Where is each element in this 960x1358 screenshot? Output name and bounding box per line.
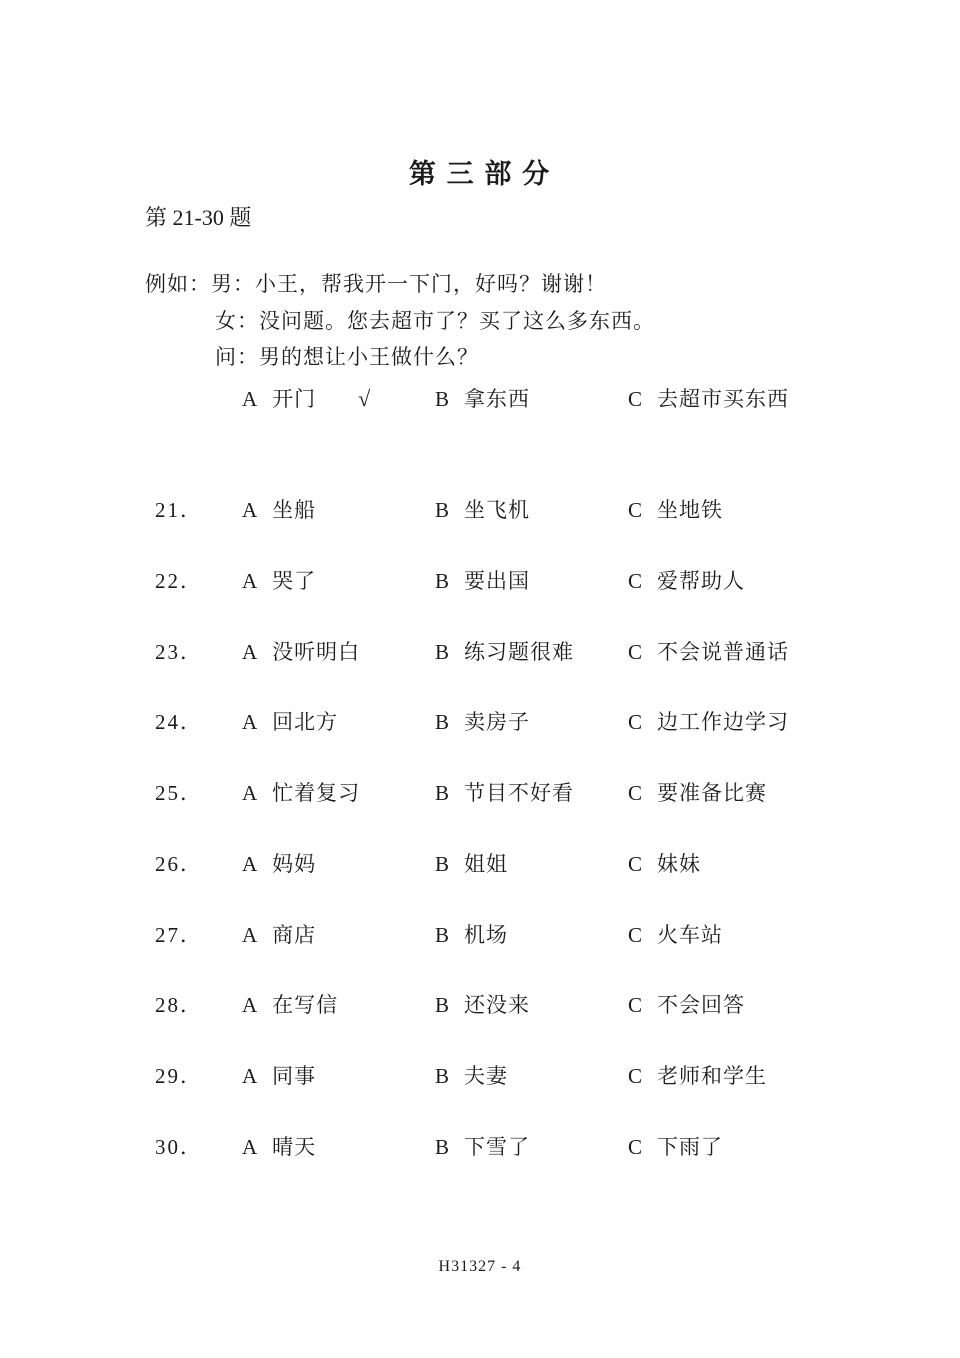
option-letter: C	[628, 710, 644, 734]
option-text: 练习题很难	[464, 640, 575, 664]
question-21-option-b	[435, 494, 530, 524]
option-letter: B	[435, 923, 451, 947]
option-letter: C	[628, 1064, 644, 1088]
page-title: 第 三 部 分	[408, 159, 552, 189]
question-29-option-b	[435, 1060, 508, 1090]
question-21-option-a	[242, 494, 316, 524]
question-22-option-b	[435, 565, 530, 595]
option-letter: A	[242, 569, 259, 593]
option-letter: B	[435, 1064, 451, 1088]
question-23-option-a	[242, 636, 360, 666]
question-29-option-a	[242, 1060, 316, 1090]
question-number: 27．	[155, 923, 203, 947]
option-letter: B	[435, 1135, 451, 1159]
example-option-c	[628, 383, 789, 413]
option-text: 下雪了	[464, 1135, 531, 1159]
question-row-23	[0, 636, 960, 666]
option-letter: A	[242, 710, 259, 734]
question-26-option-c	[628, 848, 701, 878]
option-text: 卖房子	[464, 710, 531, 734]
example-dialogue-line-male	[145, 268, 607, 298]
question-25-option-a	[242, 777, 360, 807]
question-21-option-c	[628, 494, 723, 524]
question-22-option-a	[242, 565, 316, 595]
question-30-option-c	[628, 1131, 723, 1161]
question-24-option-c	[628, 706, 789, 736]
question-number: 25．	[155, 781, 203, 805]
question-27-option-c	[628, 919, 723, 949]
question-28-option-c	[628, 989, 745, 1019]
question-number: 28．	[155, 993, 203, 1017]
question-30-option-b	[435, 1131, 530, 1161]
option-text: 夫妻	[464, 1064, 509, 1088]
dialogue-speaker: 男：	[211, 272, 255, 296]
option-text: 回北方	[272, 710, 339, 734]
question-24-option-b	[435, 706, 530, 736]
option-text: 晴天	[272, 1135, 317, 1159]
question-29-option-c	[628, 1060, 767, 1090]
question-22-option-c	[628, 565, 745, 595]
option-text: 坐船	[272, 498, 317, 522]
question-27-option-b	[435, 919, 508, 949]
option-text: 要出国	[464, 569, 531, 593]
page-number: H31327 - 4	[438, 1258, 522, 1275]
example-options-row	[0, 383, 960, 413]
option-text: 妹妹	[657, 852, 702, 876]
option-text: 商店	[272, 923, 317, 947]
option-letter: C	[628, 781, 644, 805]
option-letter: A	[242, 781, 259, 805]
option-text: 去超市买东西	[657, 387, 790, 411]
question-row-27	[0, 919, 960, 949]
dialogue-text: 男的想让小王做什么？	[259, 345, 479, 369]
option-letter: B	[435, 640, 451, 664]
question-number: 24．	[155, 710, 203, 734]
dialogue-speaker: 女：	[215, 309, 259, 333]
option-letter: C	[628, 569, 644, 593]
option-letter: A	[242, 852, 259, 876]
option-text: 同事	[272, 1064, 317, 1088]
question-25-option-c	[628, 777, 767, 807]
option-letter: C	[628, 498, 644, 522]
option-text: 火车站	[657, 923, 724, 947]
option-text: 姐姐	[464, 852, 509, 876]
option-letter: C	[628, 923, 644, 947]
example-label: 例如：	[145, 272, 211, 296]
question-row-29	[0, 1060, 960, 1090]
question-row-26	[0, 848, 960, 878]
option-text: 下雨了	[657, 1135, 724, 1159]
example-option-a	[242, 383, 371, 413]
question-row-30	[0, 1131, 960, 1161]
question-number: 26．	[155, 852, 203, 876]
question-row-21	[0, 494, 960, 524]
question-number: 23．	[155, 640, 203, 664]
option-letter: A	[242, 1064, 259, 1088]
option-letter: B	[435, 710, 451, 734]
option-text: 哭了	[272, 569, 317, 593]
option-text: 拿东西	[464, 387, 531, 411]
option-letter: C	[628, 640, 644, 664]
section-range: 第 21-30 题	[145, 205, 252, 230]
question-number: 21．	[155, 498, 203, 522]
question-row-22	[0, 565, 960, 595]
option-letter: C	[628, 387, 644, 411]
option-text: 妈妈	[272, 852, 317, 876]
question-number: 29．	[155, 1064, 203, 1088]
option-text: 坐地铁	[657, 498, 724, 522]
option-letter: A	[242, 640, 259, 664]
question-26-option-b	[435, 848, 508, 878]
question-23-option-b	[435, 636, 574, 666]
option-letter: B	[435, 993, 451, 1017]
option-letter: B	[435, 852, 451, 876]
question-24-option-a	[242, 706, 338, 736]
option-text: 节目不好看	[464, 781, 575, 805]
option-text: 没听明白	[272, 640, 361, 664]
question-27-option-a	[242, 919, 316, 949]
option-text: 机场	[464, 923, 509, 947]
question-row-28	[0, 989, 960, 1019]
example-dialogue-line-question	[215, 341, 479, 371]
question-28-option-b	[435, 989, 530, 1019]
option-letter: C	[628, 852, 644, 876]
option-letter: B	[435, 781, 451, 805]
option-text: 坐飞机	[464, 498, 531, 522]
question-number: 30．	[155, 1135, 203, 1159]
option-text: 要准备比赛	[657, 781, 768, 805]
option-letter: A	[242, 993, 259, 1017]
option-text: 还没来	[464, 993, 531, 1017]
option-letter: C	[628, 993, 644, 1017]
option-text: 不会说普通话	[657, 640, 790, 664]
option-letter: A	[242, 498, 259, 522]
option-text: 开门	[272, 387, 317, 411]
option-text: 忙着复习	[272, 781, 361, 805]
option-text: 在写信	[272, 993, 339, 1017]
option-text: 边工作边学习	[657, 710, 790, 734]
option-letter: A	[242, 923, 259, 947]
option-letter: A	[242, 1135, 259, 1159]
dialogue-text: 小王，帮我开一下门，好吗？谢谢！	[255, 272, 607, 296]
question-28-option-a	[242, 989, 338, 1019]
option-text: 老师和学生	[657, 1064, 768, 1088]
option-letter: B	[435, 387, 451, 411]
option-letter: C	[628, 1135, 644, 1159]
question-25-option-b	[435, 777, 574, 807]
question-number: 22．	[155, 569, 203, 593]
question-23-option-c	[628, 636, 789, 666]
option-letter: B	[435, 569, 451, 593]
example-option-b	[435, 383, 530, 413]
question-row-25	[0, 777, 960, 807]
option-text: 不会回答	[657, 993, 746, 1017]
option-letter: B	[435, 498, 451, 522]
option-text: 爱帮助人	[657, 569, 746, 593]
example-dialogue-line-female	[215, 305, 655, 335]
dialogue-text: 没问题。您去超市了？买了这么多东西。	[259, 309, 655, 333]
dialogue-speaker: 问：	[215, 345, 259, 369]
question-26-option-a	[242, 848, 316, 878]
checkmark-icon: √	[358, 386, 372, 411]
option-letter: A	[242, 387, 259, 411]
question-30-option-a	[242, 1131, 316, 1161]
question-row-24	[0, 706, 960, 736]
